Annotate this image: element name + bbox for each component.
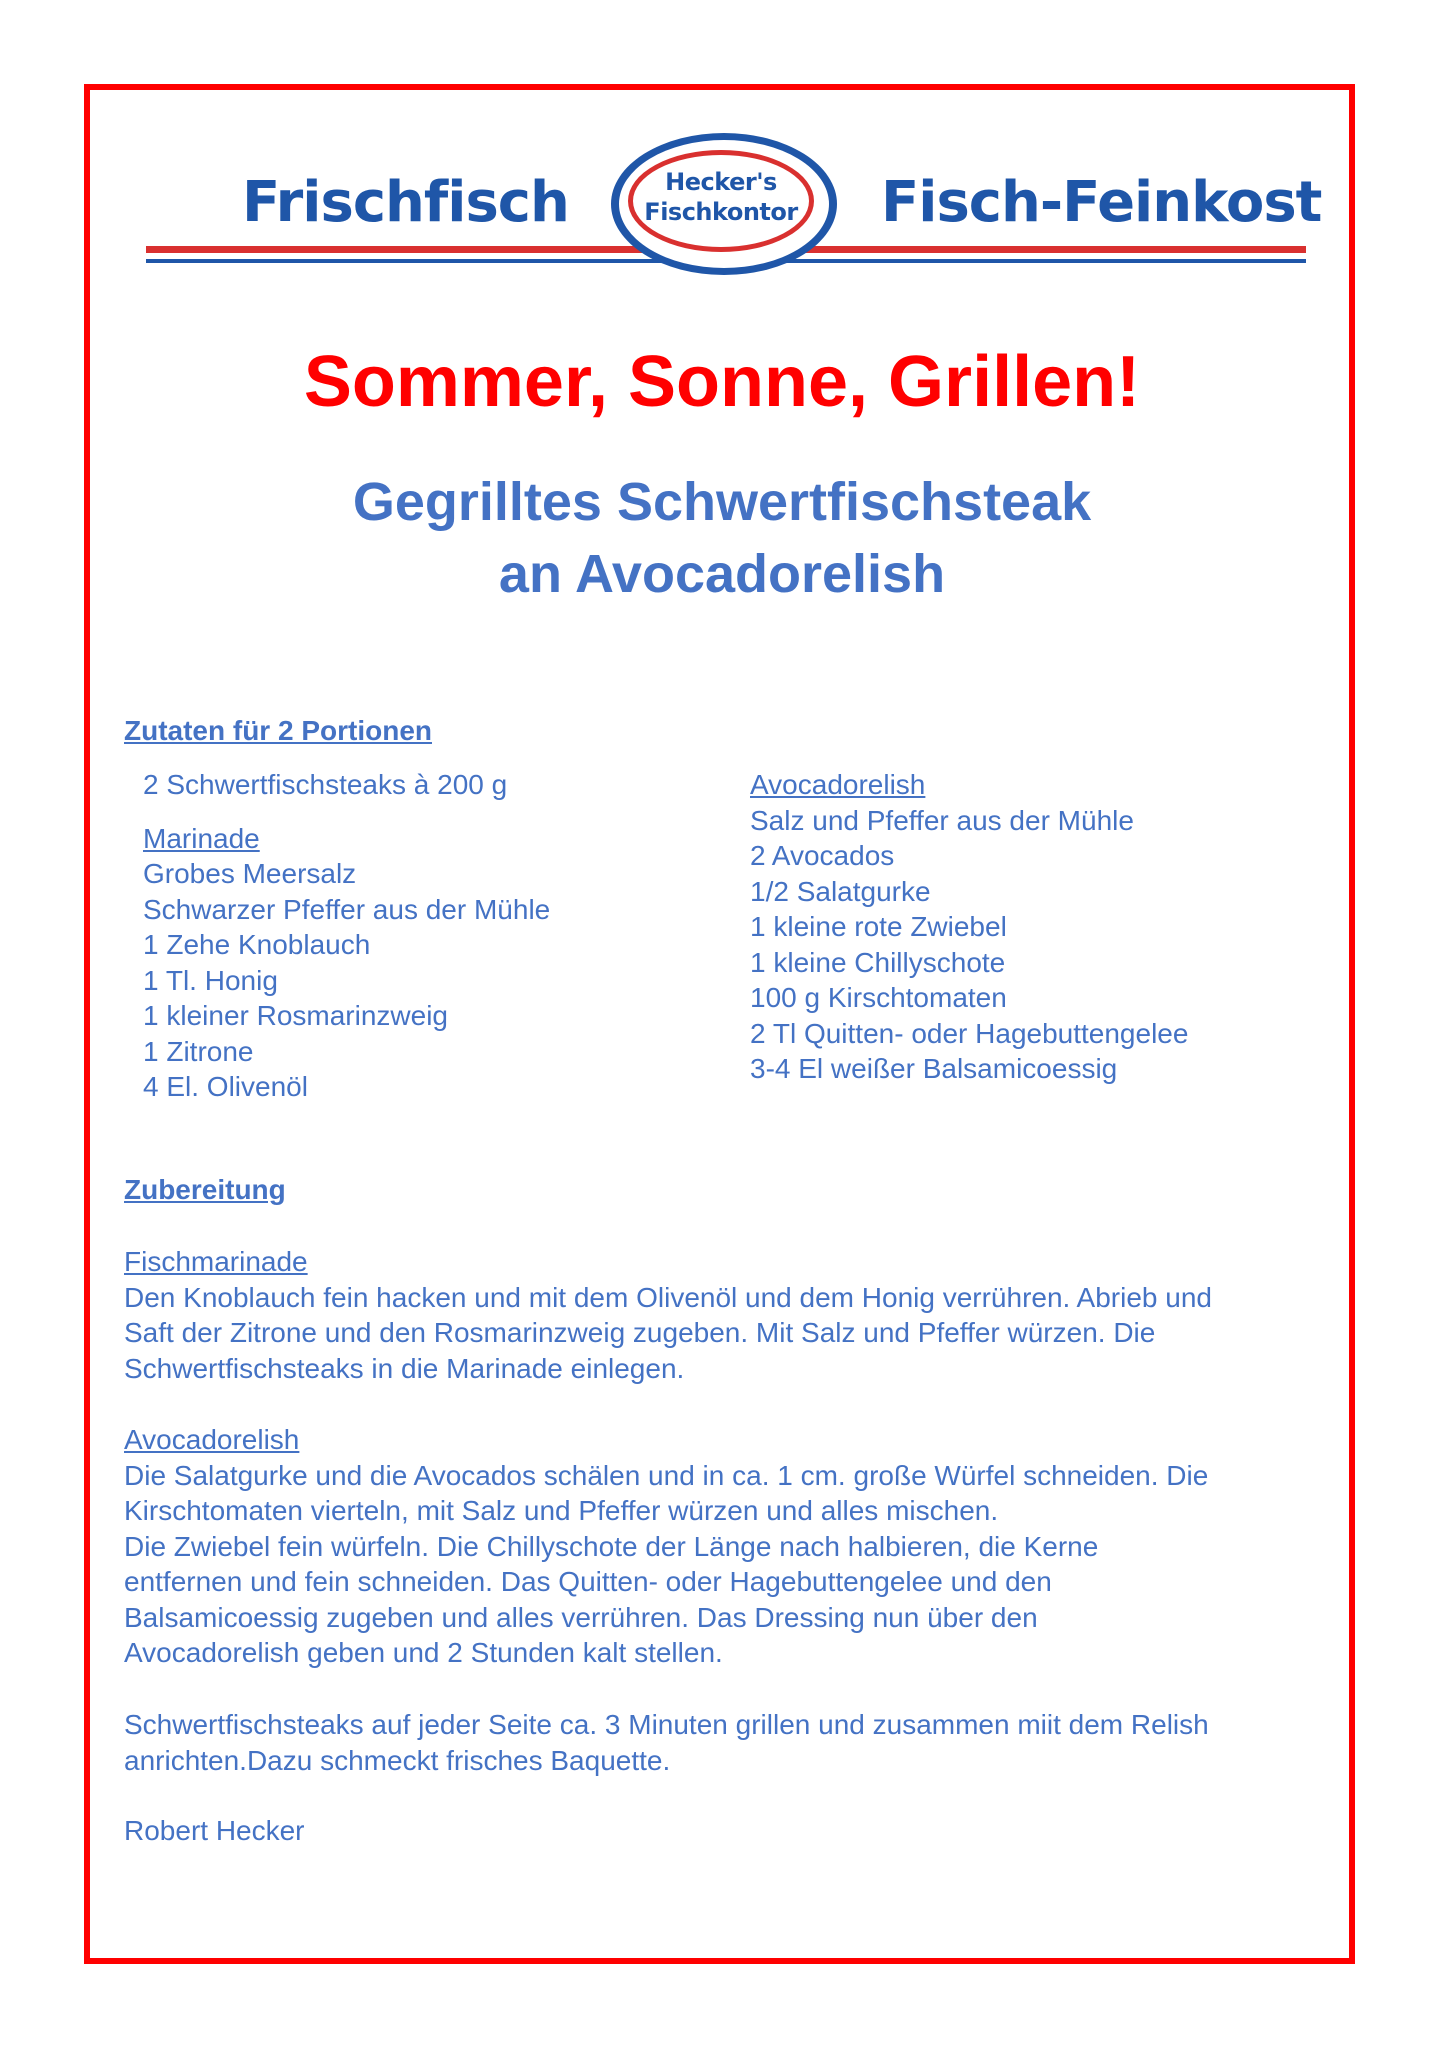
logo-badge	[628, 150, 814, 252]
recipe-title-line1: Gegrilltes Schwertfischsteak	[352, 472, 1092, 532]
relish-title: Avocadorelish	[750, 769, 926, 800]
list-item: Salz und Pfeffer aus der Mühle	[750, 804, 1134, 836]
paragraph-line: Saft der Zitrone und den Rosmarinzweig zugeben. Mit Salz und Pfeffer würzen. Die	[124, 1317, 1156, 1348]
paragraph-line: entfernen und fein schneiden. Das Quitten- oder Hagebuttengelee und den	[124, 1566, 1052, 1597]
list-item: 4 El. Olivenöl	[143, 1071, 308, 1102]
paragraph-line: Schwertfischsteaks auf jeder Seite ca. 3 Minuten grillen und zusammen miit dem Relish	[124, 1709, 1209, 1740]
recipe-title	[0, 466, 1444, 610]
relish-preparation-section	[124, 1422, 1334, 1671]
paragraph-line: Avocadorelish geben und 2 Stunden kalt stellen.	[124, 1637, 723, 1668]
paragraph-line: Den Knoblauch fein hacken und mit dem Olivenöl und dem Honig verrühren. Abrieb und	[124, 1281, 1212, 1313]
ingredients-left-column	[143, 767, 550, 1105]
paragraph-line: Die Zwiebel fein würfeln. Die Chillyschote der Länge nach halbieren, die Kerne	[124, 1530, 1099, 1562]
logo-badge-line1: Hecker's	[665, 168, 777, 196]
list-item: 2 Tl Quitten- oder Hagebuttengelee	[750, 1017, 1189, 1049]
list-item: 100 g Kirschtomaten	[750, 982, 1007, 1013]
list-item: 1 Zitrone	[143, 1035, 254, 1067]
logo-badge-line2: Fischkontor	[644, 198, 798, 226]
ingredients-right-column	[750, 767, 1188, 1087]
logo-word-left: Frischfisch	[242, 170, 569, 235]
paragraph-line: Balsamicoessig zugeben und alles verrühren. Das Dressing nun über den	[124, 1601, 1038, 1633]
list-item: 1 kleine rote Zwiebel	[750, 911, 1007, 942]
list-item: Schwarzer Pfeffer aus der Mühle	[143, 893, 551, 925]
marinade-title: Marinade	[143, 822, 260, 854]
fish-marinade-title: Fischmarinade	[124, 1246, 308, 1277]
relish-preparation-title: Avocadorelish	[124, 1424, 300, 1455]
author-signature: Robert Hecker	[124, 1815, 305, 1846]
logo-word-right: Fisch-Feinkost	[881, 170, 1322, 235]
ingredients-heading: Zutaten für 2 Portionen	[124, 715, 432, 746]
grilling-section	[124, 1707, 1334, 1778]
list-item: 1/2 Salatgurke	[750, 875, 931, 907]
recipe-title-line2: an Avocadorelish	[498, 544, 946, 604]
list-item: Grobes Meersalz	[143, 858, 357, 889]
page-headline: Sommer, Sonne, Grillen!	[303, 342, 1141, 422]
paragraph-line: Kirschtomaten vierteln, mit Salz und Pfeffer würzen und alles mischen.	[124, 1495, 999, 1526]
list-item: 1 Zehe Knoblauch	[143, 929, 371, 960]
preparation-heading: Zubereitung	[124, 1174, 286, 1205]
list-item: 1 kleiner Rosmarinzweig	[143, 1000, 449, 1031]
logo-banner	[146, 130, 1322, 280]
fish-marinade-section	[124, 1244, 1334, 1386]
list-item: 3-4 El weißer Balsamicoessig	[750, 1053, 1118, 1084]
paragraph-line: Die Salatgurke und die Avocados schälen und in ca. 1 cm. große Würfel schneiden. Die	[124, 1459, 1209, 1491]
main-ingredient: 2 Schwertfischsteaks à 200 g	[143, 769, 508, 800]
list-item: 1 kleine Chillyschote	[750, 946, 1006, 978]
list-item: 2 Avocados	[750, 840, 895, 871]
paragraph-line: anrichten.Dazu schmeckt frisches Baquette.	[124, 1744, 671, 1776]
list-item: 1 Tl. Honig	[143, 964, 278, 996]
paragraph-line: Schwertfischsteaks in die Marinade einlegen.	[124, 1352, 685, 1384]
